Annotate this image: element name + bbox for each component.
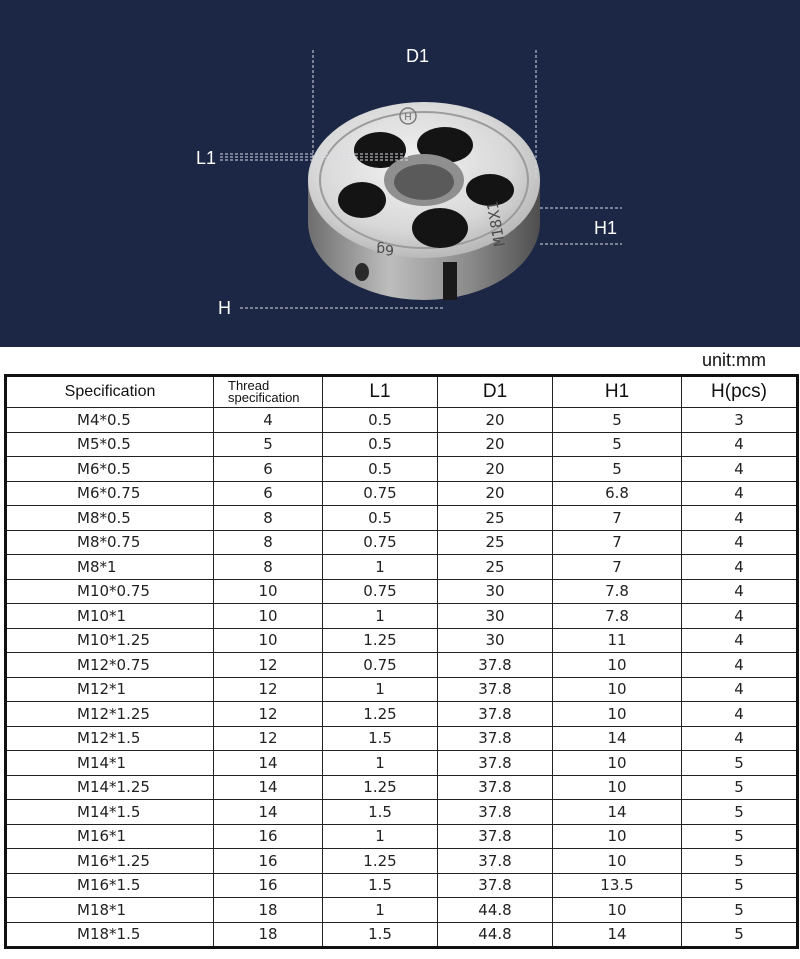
table-cell: 10 (214, 628, 323, 653)
die-logo: H (404, 112, 412, 123)
table-cell: 0.5 (323, 457, 438, 482)
table-cell: 1.25 (323, 702, 438, 727)
table-cell: M16*1.25 (6, 849, 214, 874)
dimension-label-h1: H1 (594, 218, 618, 238)
table-cell: 37.8 (438, 702, 553, 727)
table-cell: M10*0.75 (6, 579, 214, 604)
table-cell: 12 (214, 677, 323, 702)
dimension-label-h: H (218, 298, 231, 318)
table-cell: 30 (438, 579, 553, 604)
table-cell: M16*1.5 (6, 873, 214, 898)
table-cell: 0.5 (323, 506, 438, 531)
table-row (6, 677, 798, 702)
table-row (6, 579, 798, 604)
table-cell: 6 (214, 457, 323, 482)
table-cell: 37.8 (438, 653, 553, 678)
table-cell: 16 (214, 824, 323, 849)
table-cell: 12 (214, 653, 323, 678)
table-cell: 37.8 (438, 775, 553, 800)
table-cell: 4 (682, 579, 798, 604)
table-cell: 0.75 (323, 481, 438, 506)
table-cell: 37.8 (438, 873, 553, 898)
table-cell: 13.5 (553, 873, 682, 898)
table-row (6, 530, 798, 555)
table-cell: 14 (553, 800, 682, 825)
table-cell: M6*0.5 (6, 457, 214, 482)
table-row (6, 506, 798, 531)
table-cell: 25 (438, 506, 553, 531)
table-cell: 5 (682, 800, 798, 825)
table-cell: 0.75 (323, 653, 438, 678)
table-cell: M5*0.5 (6, 432, 214, 457)
table-cell: 1 (323, 751, 438, 776)
table-cell: M12*1.25 (6, 702, 214, 727)
table-cell: 18 (214, 922, 323, 948)
table-cell: 11 (553, 628, 682, 653)
table-cell: M10*1.25 (6, 628, 214, 653)
table-cell: M12*1 (6, 677, 214, 702)
table-cell: 0.5 (323, 432, 438, 457)
table-header-row (6, 376, 798, 408)
unit-label: unit:mm (701, 350, 766, 370)
table-row (6, 873, 798, 898)
table-cell: 0.75 (323, 530, 438, 555)
table-cell: 1.25 (323, 628, 438, 653)
table-cell: 5 (682, 775, 798, 800)
table-cell: 6.8 (553, 481, 682, 506)
die-marking: M18X1 (483, 199, 509, 248)
table-row (6, 922, 798, 948)
table-cell: 7 (553, 530, 682, 555)
table-cell: 0.5 (323, 408, 438, 433)
table-cell: 30 (438, 628, 553, 653)
table-row (6, 481, 798, 506)
column-header: Thread specification (214, 376, 323, 408)
table-cell: 4 (682, 702, 798, 727)
table-cell: 10 (553, 824, 682, 849)
table-cell: 4 (682, 677, 798, 702)
table-cell: 20 (438, 481, 553, 506)
table-cell: 3 (682, 408, 798, 433)
table-cell: 4 (682, 481, 798, 506)
table-cell: 4 (682, 555, 798, 580)
table-cell: 10 (553, 653, 682, 678)
table-cell: 10 (553, 702, 682, 727)
table-cell: 5 (214, 432, 323, 457)
dimension-label-d1: D1 (406, 46, 430, 66)
column-header: D1 (438, 376, 553, 408)
table-cell: 7.8 (553, 604, 682, 629)
table-row (6, 555, 798, 580)
table-cell: 14 (214, 800, 323, 825)
table-cell: 37.8 (438, 800, 553, 825)
column-header: L1 (323, 376, 438, 408)
die-grade: 6g (376, 241, 394, 257)
table-cell: M16*1 (6, 824, 214, 849)
table-row (6, 849, 798, 874)
table-cell: 1 (323, 824, 438, 849)
table-cell: 7 (553, 506, 682, 531)
table-cell: 16 (214, 849, 323, 874)
table-cell: 1.5 (323, 873, 438, 898)
column-header: Specification (6, 376, 214, 408)
table-cell: 4 (682, 628, 798, 653)
table-cell: 37.8 (438, 726, 553, 751)
table-cell: 7 (553, 555, 682, 580)
table-cell: M12*0.75 (6, 653, 214, 678)
table-cell: 4 (682, 530, 798, 555)
table-row (6, 457, 798, 482)
table-cell: 5 (553, 457, 682, 482)
table-cell: 10 (553, 898, 682, 923)
table-cell: 4 (214, 408, 323, 433)
table-cell: M8*0.75 (6, 530, 214, 555)
table-cell: 1.5 (323, 726, 438, 751)
table-cell: M14*1.5 (6, 800, 214, 825)
table-cell: 1.25 (323, 849, 438, 874)
table-cell: 10 (553, 849, 682, 874)
die-body (308, 102, 540, 300)
table-cell: 4 (682, 457, 798, 482)
table-cell: 44.8 (438, 898, 553, 923)
table-cell: 37.8 (438, 677, 553, 702)
table-cell: M4*0.5 (6, 408, 214, 433)
product-banner (0, 0, 800, 347)
table-row (6, 800, 798, 825)
table-cell: 44.8 (438, 922, 553, 948)
table-row (6, 604, 798, 629)
table-cell: M14*1.25 (6, 775, 214, 800)
table-cell: M8*1 (6, 555, 214, 580)
table-cell: 14 (553, 726, 682, 751)
table-body (6, 408, 798, 948)
table-cell: 14 (214, 751, 323, 776)
table-cell: 1.25 (323, 775, 438, 800)
table-cell: 12 (214, 726, 323, 751)
table-cell: M6*0.75 (6, 481, 214, 506)
table-cell: 4 (682, 653, 798, 678)
table-row (6, 898, 798, 923)
table-cell: 7.8 (553, 579, 682, 604)
table-cell: 1 (323, 677, 438, 702)
table-cell: 8 (214, 555, 323, 580)
table-row (6, 726, 798, 751)
table-cell: 0.75 (323, 579, 438, 604)
table-cell: 8 (214, 506, 323, 531)
table-cell: 30 (438, 604, 553, 629)
table-cell: 10 (214, 579, 323, 604)
table-row (6, 432, 798, 457)
table-cell: 1 (323, 604, 438, 629)
table-row (6, 751, 798, 776)
table-cell: 5 (553, 408, 682, 433)
table-cell: 5 (682, 873, 798, 898)
table-row (6, 408, 798, 433)
table-cell: 1 (323, 555, 438, 580)
table-cell: 5 (682, 898, 798, 923)
table-cell: 6 (214, 481, 323, 506)
table-cell: M8*0.5 (6, 506, 214, 531)
table-cell: 1.5 (323, 922, 438, 948)
table-cell: 5 (682, 849, 798, 874)
table-cell: 20 (438, 457, 553, 482)
table-row (6, 702, 798, 727)
table-cell: 8 (214, 530, 323, 555)
table-cell: 10 (553, 677, 682, 702)
table-cell: 16 (214, 873, 323, 898)
column-header: H(pcs) (682, 376, 798, 408)
table-cell: M10*1 (6, 604, 214, 629)
table-cell: 5 (682, 824, 798, 849)
table-cell: 5 (682, 922, 798, 948)
table-cell: M14*1 (6, 751, 214, 776)
round-die-diagram (0, 0, 800, 347)
table-cell: 5 (553, 432, 682, 457)
table-cell: 25 (438, 530, 553, 555)
table-cell: 4 (682, 726, 798, 751)
table-cell: 14 (214, 775, 323, 800)
table-cell: 20 (438, 408, 553, 433)
table-cell: 20 (438, 432, 553, 457)
table-cell: 10 (553, 751, 682, 776)
table-cell: 4 (682, 604, 798, 629)
table-cell: M18*1.5 (6, 922, 214, 948)
table-cell: 18 (214, 898, 323, 923)
table-cell: 1 (323, 898, 438, 923)
table-cell: 1.5 (323, 800, 438, 825)
table-cell: 5 (682, 751, 798, 776)
table-cell: 4 (682, 432, 798, 457)
table-cell: 4 (682, 506, 798, 531)
table-row (6, 775, 798, 800)
column-header: H1 (553, 376, 682, 408)
dimension-label-l1: L1 (196, 148, 217, 168)
specification-table (4, 374, 799, 949)
table-cell: 37.8 (438, 849, 553, 874)
table-cell: 14 (553, 922, 682, 948)
table-cell: 10 (214, 604, 323, 629)
table-cell: M18*1 (6, 898, 214, 923)
table-cell: 25 (438, 555, 553, 580)
table-cell: 12 (214, 702, 323, 727)
table-cell: 10 (553, 775, 682, 800)
table-row (6, 653, 798, 678)
table-cell: 37.8 (438, 751, 553, 776)
table-cell: 37.8 (438, 824, 553, 849)
table-row (6, 824, 798, 849)
table-cell: M12*1.5 (6, 726, 214, 751)
table-row (6, 628, 798, 653)
